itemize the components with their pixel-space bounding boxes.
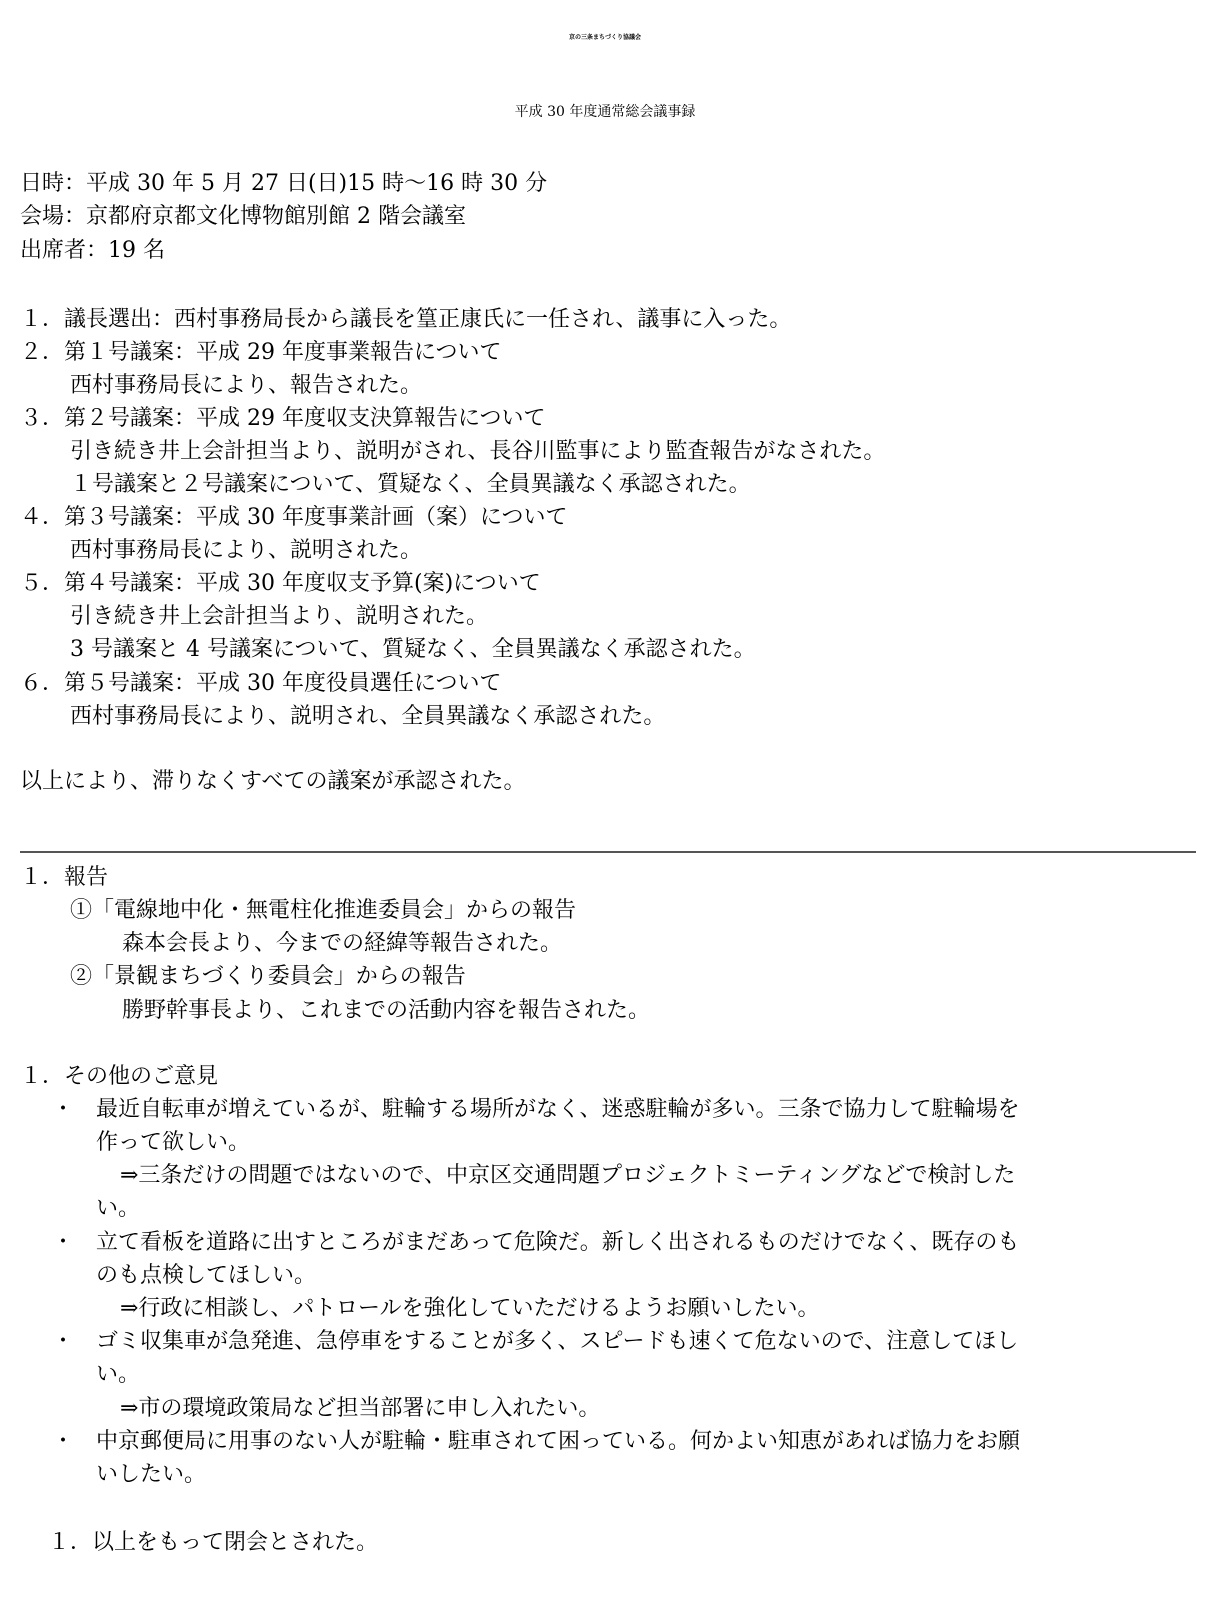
org-name: 京の三条まちづくり協議会 xyxy=(569,34,641,41)
agenda-item-5-approval: 3 号議案と 4 号議案について、質疑なく、全員異議なく承認された。 xyxy=(70,637,756,662)
section-divider xyxy=(20,851,1196,853)
agenda-item-3-approval: １号議案と２号議案について、質疑なく、全員異議なく承認された。 xyxy=(70,472,751,497)
opinion-3-line-1: ゴミ収集車が急発進、急停車をすることが多く、スピードも速くて危ないので、注意してほし xyxy=(96,1329,1019,1354)
closing-statement: １．以上をもって閉会とされた。 xyxy=(48,1530,379,1555)
agenda-item-5: ５．第４号議案：平成 30 年度収支予算(案)について xyxy=(20,571,541,596)
agenda-conclusion: 以上により、滞りなくすべての議案が承認された。 xyxy=(20,769,526,794)
opinion-bullet: ・ xyxy=(52,1230,75,1255)
opinion-bullet: ・ xyxy=(52,1329,75,1354)
meeting-attendees: 出席者：19 名 xyxy=(20,238,165,263)
meeting-venue: 会場：京都府京都文化博物館別館 2 階会議室 xyxy=(20,204,466,229)
meeting-datetime: 日時：平成 30 年 5 月 27 日(日)15 時～16 時 30 分 xyxy=(20,171,548,196)
report-item-1: ①「電線地中化・無電柱化推進委員会」からの報告 xyxy=(70,898,577,923)
opinion-2-line-1: 立て看板を道路に出すところがまだあって危険だ。新しく出されるものだけでなく、既存のも xyxy=(96,1230,1020,1255)
opinion-1-line-2: 作って欲しい。 xyxy=(96,1130,251,1155)
opinion-bullet: ・ xyxy=(52,1097,75,1122)
agenda-item-5-detail: 引き続き井上会計担当より、説明された。 xyxy=(70,604,489,629)
agenda-item-6: ６．第５号議案：平成 30 年度役員選任について xyxy=(20,671,502,696)
opinion-1-line-1: 最近自転車が増えているが、駐輪する場所がなく、迷惑駐輪が多い。三条で協力して駐輪場を xyxy=(96,1097,1020,1122)
opinion-1-response-cont: い。 xyxy=(96,1196,141,1221)
report-item-2-detail: 勝野幹事長より、これまでの活動内容を報告された。 xyxy=(122,998,651,1023)
report-heading: １．報告 xyxy=(20,865,109,890)
agenda-item-4-detail: 西村事務局長により、説明された。 xyxy=(70,538,423,563)
agenda-item-1: １．議長選出：西村事務局長から議長を篁正康氏に一任され、議事に入った。 xyxy=(20,307,792,332)
opinion-2-response: ⇒行政に相談し、パトロールを強化していただけるようお願いしたい。 xyxy=(120,1296,820,1321)
agenda-item-2-detail: 西村事務局長により、報告された。 xyxy=(70,373,423,398)
report-item-1-detail: 森本会長より、今までの経緯等報告された。 xyxy=(122,931,563,956)
opinion-2-line-2: のも点検してほしい。 xyxy=(96,1263,317,1288)
opinion-3-line-2: い。 xyxy=(96,1362,141,1387)
opinion-1-response: ⇒三条だけの問題ではないので、中京区交通問題プロジェクトミーティングなどで検討した xyxy=(120,1163,1016,1188)
agenda-item-3: ３．第２号議案：平成 29 年度収支決算報告について xyxy=(20,406,546,431)
report-item-2: ②「景観まちづくり委員会」からの報告 xyxy=(70,964,466,989)
opinion-4-line-1: 中京郵便局に用事のない人が駐輪・駐車されて困っている。何かよい知恵があれば協力をお願 xyxy=(96,1429,1021,1454)
opinion-4-line-2: いしたい。 xyxy=(96,1462,207,1487)
agenda-item-3-detail: 引き続き井上会計担当より、説明がされ、長谷川監事により監査報告がなされた。 xyxy=(70,439,886,464)
opinion-3-response: ⇒市の環境政策局など担当部署に申し入れたい。 xyxy=(120,1396,601,1421)
opinion-bullet: ・ xyxy=(52,1429,75,1454)
opinions-heading: １．その他のご意見 xyxy=(20,1064,219,1089)
agenda-item-4: ４．第３号議案：平成 30 年度事業計画（案）について xyxy=(20,505,568,530)
page-title: 平成 30 年度通常総会議事録 xyxy=(514,104,696,120)
agenda-item-6-detail: 西村事務局長により、説明され、全員異議なく承認された。 xyxy=(70,704,666,729)
agenda-item-2: ２．第１号議案：平成 29 年度事業報告について xyxy=(20,340,502,365)
